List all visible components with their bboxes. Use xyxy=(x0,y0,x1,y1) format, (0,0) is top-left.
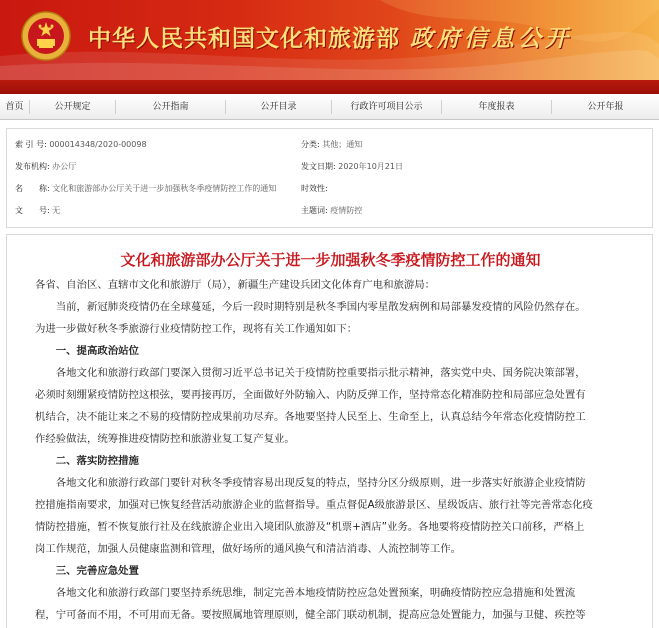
site-banner xyxy=(0,0,659,80)
article-line: 当前，新冠肺炎疫情仍在全球蔓延，今后一段时期特别是秋冬季国内零星散发病例和局部暴发疫情的风险仍然存在。 xyxy=(35,301,586,313)
meta-status xyxy=(301,183,328,194)
article-line: 必须时刻绷紧疫情防控这根弦，要再接再厉，全面做好外防输入、内防反弹工作，坚持常态化精准防控和局部应急处置有 xyxy=(35,389,586,401)
nav-item-catalog[interactable]: 公开目录 xyxy=(226,100,332,114)
meta-category-label: 分类: xyxy=(301,140,320,149)
meta-keywords-value: 疫情防控 xyxy=(330,206,363,215)
article-heading: 二、落实防控措施 xyxy=(35,455,139,467)
meta-category-value: 其他；通知 xyxy=(322,140,363,149)
meta-date-label: 发文日期: xyxy=(301,162,336,171)
section-title: 政府信息公开 xyxy=(410,25,572,52)
meta-index-value: 000014348/2020-00098 xyxy=(49,140,147,149)
article-line: 各省、自治区、直辖市文化和旅游厅（局），新疆生产建设兵团文化体育广电和旅游局： xyxy=(35,279,436,291)
meta-date xyxy=(301,161,403,172)
article-heading: 一、提高政治站位 xyxy=(35,345,139,357)
nav-item-annual-report-table[interactable]: 年度报表 xyxy=(442,100,552,114)
article-line: 岗工作规范，加强人员健康监测和管理，做好场所的通风换气和清洁消毒、人流控制等工作。 xyxy=(35,543,462,555)
article-line: 程，宁可备而不用，不可用而无备。要按照属地管理原则，健全部门联动机制，提高应急处置能力，加强与卫健、疾控等 xyxy=(35,609,586,621)
meta-name-label: 名 称: xyxy=(15,184,50,193)
top-nav-strip xyxy=(0,80,659,94)
nav-item-permits[interactable]: 行政许可项目公示 xyxy=(332,100,442,114)
meta-publisher-value: 办公厅 xyxy=(52,162,77,171)
meta-status-label: 时效性: xyxy=(301,184,328,193)
meta-index xyxy=(15,139,147,150)
nav-item-annual-report[interactable]: 公开年报 xyxy=(587,101,624,112)
article-line: 各地文化和旅游行政部门要深入贯彻习近平总书记关于疫情防控重要指示批示精神，落实党中央、国务院决策部署， xyxy=(35,367,586,379)
meta-publisher-label: 发布机构: xyxy=(15,162,50,171)
meta-index-label: 索 引 号: xyxy=(15,140,47,149)
document-meta-box xyxy=(6,128,653,228)
site-title: 中华人民共和国文化和旅游部 xyxy=(88,25,400,52)
meta-name-value: 文化和旅游部办公厅关于进一步加强秋冬季疫情防控工作的通知 xyxy=(52,184,277,193)
nav-item-home[interactable]: 首页 xyxy=(0,100,30,114)
meta-category xyxy=(301,139,362,150)
article-line: 情防控措施，暂不恢复旅行社及在线旅游企业出入境团队旅游及“机票+酒店”业务。各地要将疫情防控关口前移，严格上 xyxy=(35,521,585,533)
meta-doc-no xyxy=(15,205,60,216)
meta-date-value: 2020年10月21日 xyxy=(338,162,403,171)
nav-item-regulations[interactable]: 公开规定 xyxy=(30,100,116,114)
main-nav xyxy=(0,94,659,120)
article-title: 文化和旅游部办公厅关于进一步加强秋冬季疫情防控工作的通知 xyxy=(120,251,541,269)
nav-item-guide[interactable]: 公开指南 xyxy=(116,100,226,114)
article-line: 机结合，决不能让来之不易的疫情防控成果前功尽弃。各地要坚持人民至上、生命至上，认真总结今年常态化疫情防控工 xyxy=(35,411,586,423)
article-line: 为进一步做好秋冬季旅游行业疫情防控工作，现将有关工作通知如下： xyxy=(35,323,358,335)
meta-name xyxy=(15,183,276,194)
article-line: 各地文化和旅游行政部门要针对秋冬季疫情容易出现反复的特点，坚持分区分级原则，进一步落实好旅游企业疫情防 xyxy=(35,477,586,489)
meta-keywords xyxy=(301,205,362,216)
meta-doc-no-label: 文 号: xyxy=(15,206,50,215)
article-line: 各地文化和旅游行政部门要坚持系统思维，制定完善本地疫情防控应急处置预案，明确疫情防控应急措施和处置流 xyxy=(35,587,576,599)
article-heading: 三、完善应急处置 xyxy=(35,565,139,577)
article-line: 控措施指南要求，加强对已恢复经营活动旅游企业的监督指导。重点督促A级旅游景区、星级饭店、旅行社等完善常态化疫 xyxy=(35,499,593,511)
meta-doc-no-value: 无 xyxy=(52,206,61,215)
meta-publisher xyxy=(15,161,76,172)
article-body xyxy=(6,234,653,628)
article-line: 作经验做法，统筹推进疫情防控和旅游业复工复产复业。 xyxy=(35,433,295,445)
meta-keywords-label: 主题词: xyxy=(301,206,328,215)
national-emblem-icon xyxy=(20,10,72,62)
